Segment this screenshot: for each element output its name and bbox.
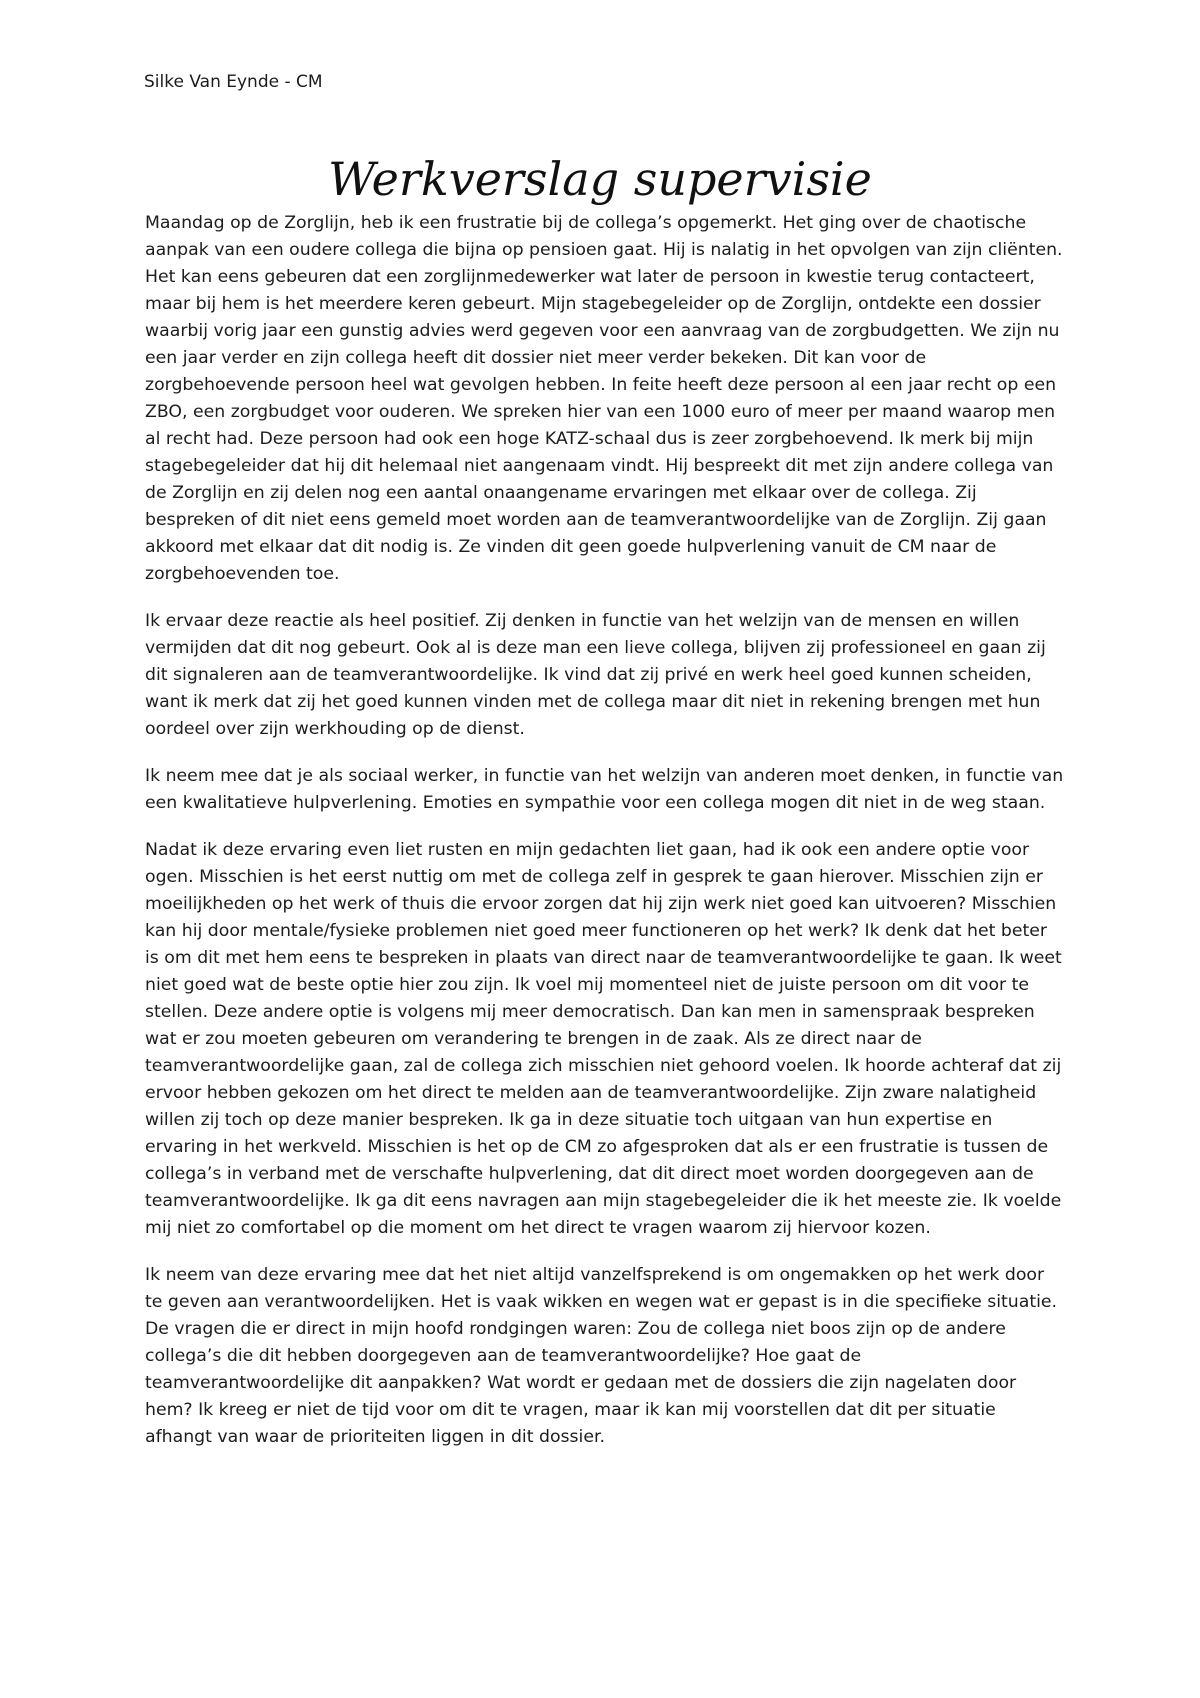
paragraph: Ik neem mee dat je als sociaal werker, in functie van het welzijn van anderen moet denken, in functie van een kwalitatieve hulpverlening. Emoties en sympathie voor een collega mogen dit niet in de weg staan. bbox=[145, 766, 1064, 813]
paragraph: Ik ervaar deze reactie als heel positief. Zij denken in functie van het welzijn van de mensen en willen vermijden dat dit nog gebeurt. Ook al is deze man een lieve collega, blijven zij professioneel en gaan zij dit signaleren aan de teamverantwoordelijke. Ik vind dat zij privé en werk heel goed kunnen scheiden, want ik merk dat zij het goed kunnen vinden met de collega maar dit niet in rekening brengen met hun oordeel over zijn werkhouding op de dienst. bbox=[145, 611, 1046, 739]
paragraph: Ik neem van deze ervaring mee dat het niet altijd vanzelfsprekend is om ongemakken op het werk door te geven aan verantwoordelijken. Het is vaak wikken en wegen wat er gepast is in die specifieke situatie. De vragen die er direct in mijn hoofd rondgingen waren: Zou de collega niet boos zijn op de andere collega’s die dit hebben doorgegeven aan de teamverantwoordelijke? Hoe gaat de teamverantwoordelijke dit aanpakken? Wat wordt er gedaan met de dossiers die zijn nagelaten door hem? Ik kreeg er niet de tijd voor om dit te vragen, maar ik kan mij voorstellen dat dit per situatie afhangt van waar de prioriteiten liggen in dit dossier. bbox=[145, 1265, 1058, 1447]
paragraph: Nadat ik deze ervaring even liet rusten en mijn gedachten liet gaan, had ik ook een andere optie voor ogen. Misschien is het eerst nuttig om met de collega zelf in gesprek te gaan hierover. Misschien zijn er moeilijkheden op het werk of thuis die ervoor zorgen dat hij zijn werk niet goed kan uitvoeren? Misschien kan hij door mentale/fysieke problemen niet goed meer functioneren op het werk? Ik denk dat het beter is om dit met hem eens te bespreken in plaats van direct naar de teamverantwoordelijke te gaan. Ik weet niet goed wat de beste optie hier zou zijn. Ik voel mij momenteel niet de juiste persoon om dit voor te stellen. Deze andere optie is volgens mij meer democratisch. Dan kan men in samenspraak bespreken wat er zou moeten gebeuren om verandering te brengen in de zaak. Als ze direct naar de teamverantwoordelijke gaan, zal de collega zich misschien niet gehoord voelen. Ik hoorde achteraf dat zij ervoor hebben gekozen om het direct te melden aan de teamverantwoordelijke. Zijn zware nalatigheid willen zij toch op deze manier bespreken. Ik ga in deze situatie toch uitgaan van hun expertise en ervaring in het werkveld. Misschien is het op de CM zo afgesproken dat als er een frustratie is tussen de collega’s in verband met de verschafte hulpverlening, dat dit direct moet worden doorgegeven aan de teamverantwoordelijke. Ik ga dit eens navragen aan mijn stagebegeleider die ik het meeste zie. Ik voelde mij niet zo comfortabel op die moment om het direct te vragen waarom zij hiervoor kozen. bbox=[145, 840, 1062, 1238]
author-header: Silke Van Eynde - CM bbox=[144, 72, 323, 92]
paragraph: Maandag op de Zorglijn, heb ik een frustratie bij de collega’s opgemerkt. Het ging over de chaotische aanpak van een oudere collega die bijna op pensioen gaat. Hij is nalatig in het opvolgen van zijn cliënten. Het kan eens gebeuren dat een zorglijnmedewerker wat later de persoon in kwestie terug contacteert, maar bij hem is het meerdere keren gebeurt. Mijn stagebegeleider op de Zorglijn, ontdekte een dossier waarbij vorig jaar een gunstig advies werd gegeven voor een aanvraag van de zorgbudgetten. We zijn nu een jaar verder en zijn collega heeft dit dossier niet meer verder bekeken. Dit kan voor de zorgbehoevende persoon heel wat gevolgen hebben. In feite heeft deze persoon al een jaar recht op een ZBO, een zorgbudget voor ouderen. We spreken hier van een 1000 euro of meer per maand waarop men al recht had. Deze persoon had ook een hoge KATZ-schaal dus is zeer zorgbehoevend. Ik merk bij mijn stagebegeleider dat hij dit helemaal niet aangenaam vindt. Hij bespreekt dit met zijn andere collega van de Zorglijn en zij delen nog een aantal onaangename ervaringen met elkaar over de collega. Zij bespreken of dit niet eens gemeld moet worden aan de teamverantwoordelijke van de Zorglijn. Zij gaan akkoord met elkaar dat dit nodig is. Ze vinden dit geen goede hulpverlening vanuit de CM naar de zorgbehoevenden toe. bbox=[145, 213, 1063, 584]
document-body bbox=[145, 210, 1065, 1471]
document-title: Werkverslag supervisie bbox=[328, 152, 872, 206]
